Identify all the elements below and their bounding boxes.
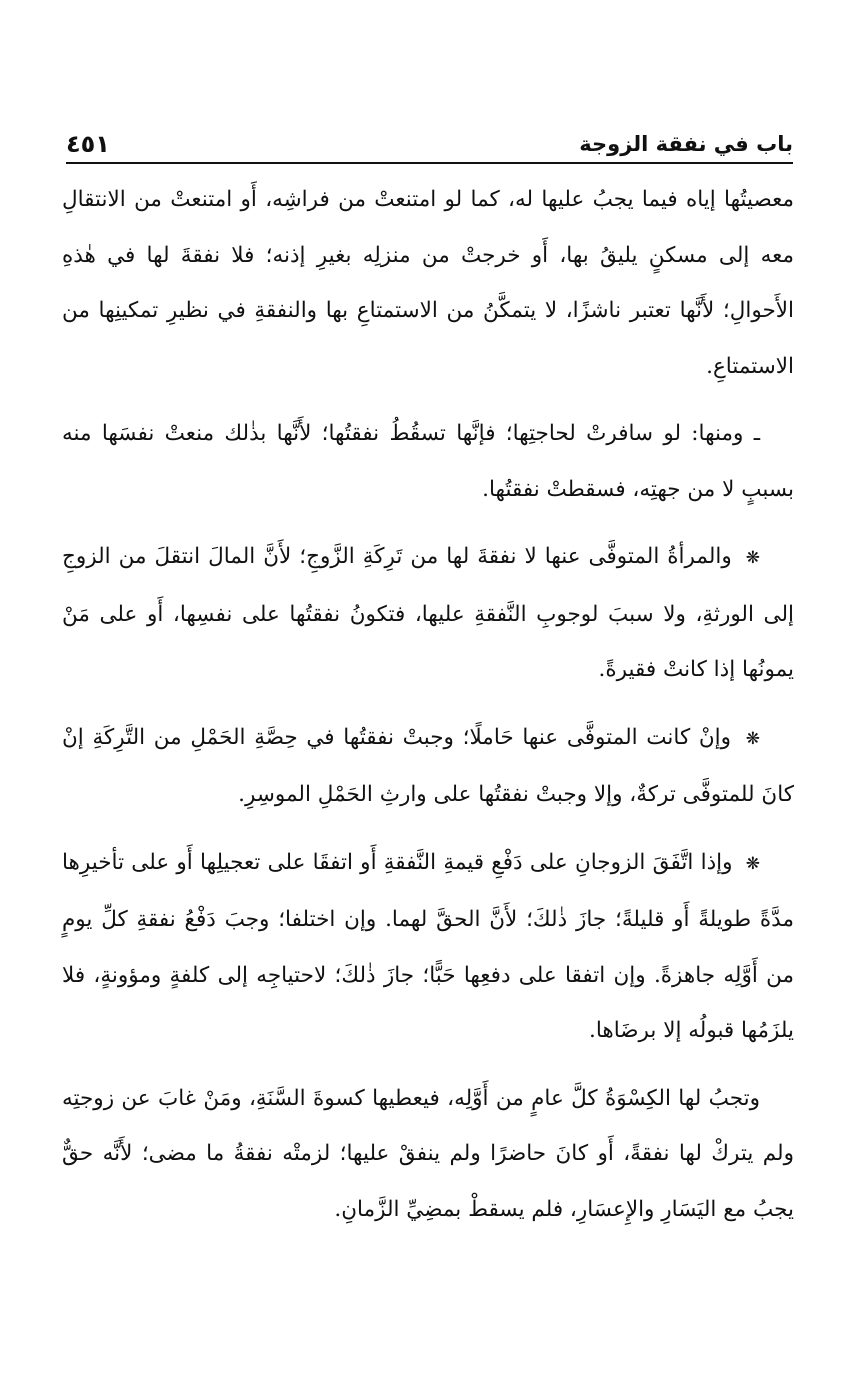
paragraph: [62, 529, 794, 698]
paragraph: [62, 406, 794, 517]
paragraph-text: وإنْ كانت المتوفَّى عنها حَاملًا؛ وجبتْ نفقتُها في حِصَّةِ الحَمْلِ من التَّرِكَةِ إنْ كانَ للمتوفَّى تركةٌ، وإلا وجبتْ نفقتُها على وارثِ الحَمْلِ الموسِرِ.: [62, 724, 794, 807]
asterism-icon: ❋: [745, 728, 760, 749]
asterism-icon: ❋: [745, 853, 760, 874]
page-number: ٤٥١: [66, 130, 110, 158]
asterism-icon: ❋: [745, 548, 760, 568]
running-title: باب في نفقة الزوجة: [579, 132, 793, 156]
paragraph-text: معصيتُها إياه فيما يجبُ عليها له، كما لو امتنعتْ من فراشِه، أَو امتنعتْ من الانتقالِ معه إلى مسكنٍ يليقُ بها، أَو خرجتْ من منزلِه بغيرِ إذنه؛ فلا نفقةَ لها في هٰذهِ الأَحوالِ؛ لأَنَّها تعتبر ناشزًا، لا يتمكَّنُ من الاستمتاعِ بها والنفقةِ في نظيرِ تمكينِها من الاستمتاعِ.: [62, 187, 794, 379]
paragraph: [62, 1071, 794, 1238]
page-body: [62, 172, 794, 1237]
paragraph: [62, 710, 794, 823]
paragraph: [62, 172, 794, 394]
paragraph-text: وتجبُ لها الكِسْوَةُ كلَّ عامٍ من أَوَّلِه، فيعطيها كسوةَ السَّنَةِ، ومَنْ غابَ عن زوجتِه ولم يتركْ لها نفقةً، أَو كانَ حاضرًا ولم ينفقْ عليها؛ لزمتْه نفقةُ ما مضى؛ لأَنَّه حقٌّ يجبُ مع اليَسَارِ والإِعسَارِ، فلم يسقطْ بمضِيِّ الزَّمانِ.: [62, 1085, 794, 1222]
header-rule: [66, 162, 793, 164]
paragraph: [62, 835, 794, 1059]
paragraph-text: والمرأةُ المتوفَّى عنها لا نفقةَ لها من تَرِكَةِ الزَّوجِ؛ لأَنَّ المالَ انتقلَ من الزوجِ إلى الورثةِ، ولا سببَ لوجوبِ النَّفقةِ عليها، فتكونُ نفقتُها على نفسِها، أَو على مَنْ يمونُها إذا كانتْ فقيرةً.: [62, 544, 794, 682]
paragraph-text: ـ ومنها: لو سافرتْ لحاجتِها؛ فإنَّها تسقُطُ نفقتُها؛ لأَنَّها بذٰلك منعتْ نفسَها منه بسببٍ لا من جهتِه، فسقطتْ نفقتُها.: [62, 421, 794, 502]
paragraph-text: وإذا اتَّفَقَ الزوجانِ على دَفْعِ قيمةِ النَّفقةِ أَو اتفقَا على تعجيلِها أَو على تأخيرِها مدَّةً طويلةً أَو قليلةً؛ جازَ ذٰلكَ؛ لأَنَّ الحقَّ لهما. وإن اختلفا؛ وجبَ دَفْعُ نفقةِ كلِّ يومٍ من أَوَّلِه جاهزةً. وإن اتفقا على دفعِها حَبًّا؛ جازَ ذٰلكَ؛ لاحتياجِه إلى كلفةٍ ومؤونةٍ، فلا يلزَمُها قبولُه إلا برضَاها.: [62, 849, 794, 1043]
page-header: [66, 118, 793, 158]
